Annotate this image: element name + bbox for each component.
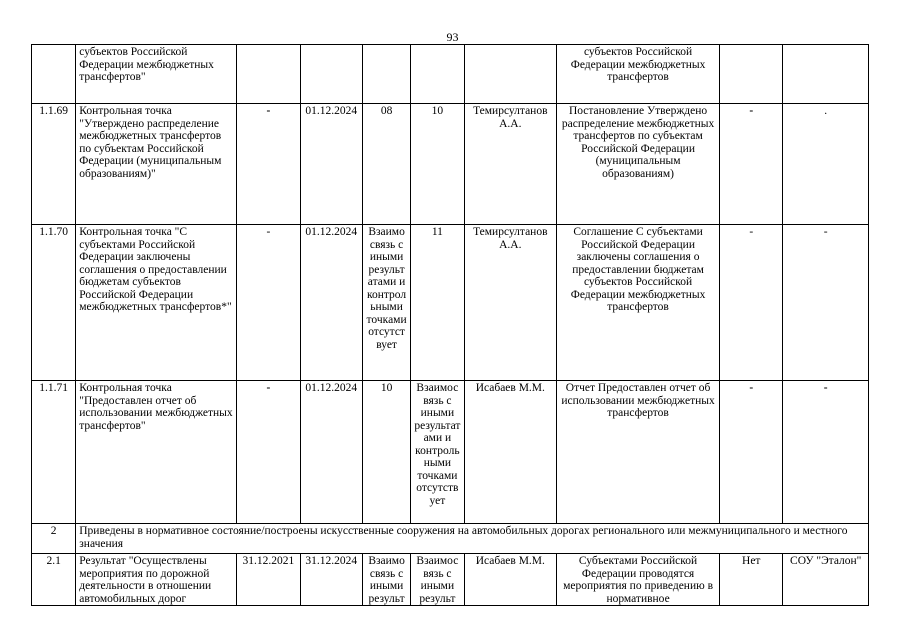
row-result: Отчет Предоставлен отчет об использовании межбюджетных трансфертов bbox=[557, 381, 720, 524]
row-name: Контрольная точка "Утверждено распределение межбюджетных трансфертов по субъектам Российской Федерации (муниципальным образованиям)" bbox=[76, 104, 237, 225]
row-responsible: Исабаев М.М. bbox=[464, 554, 557, 606]
row-start-date: - bbox=[237, 225, 300, 381]
row-result: Постановление Утверждено распределение межбюджетных трансфертов по субъектам Российской Федерации (муниципальным образованиям) bbox=[557, 104, 720, 225]
row-system: - bbox=[783, 381, 869, 524]
row-end-date: 31.12.2024 bbox=[300, 554, 362, 606]
section-row bbox=[32, 524, 869, 554]
row-info bbox=[720, 45, 783, 104]
row-predecessor bbox=[362, 45, 410, 104]
row-end-date bbox=[300, 45, 362, 104]
row-system: . bbox=[783, 104, 869, 225]
table-row bbox=[32, 45, 869, 104]
row-system: СОУ "Эталон" bbox=[783, 554, 869, 606]
section-number: 2 bbox=[32, 524, 76, 554]
row-name: Результат "Осуществлены мероприятия по дорожной деятельности в отношении автомобильных дорог bbox=[76, 554, 237, 606]
row-start-date: 31.12.2021 bbox=[237, 554, 300, 606]
table-row bbox=[32, 381, 869, 524]
row-successor bbox=[411, 45, 464, 104]
row-end-date: 01.12.2024 bbox=[300, 225, 362, 381]
row-name: субъектов Российской Федерации межбюджетных трансфертов" bbox=[76, 45, 237, 104]
row-number: 1.1.70 bbox=[32, 225, 76, 381]
row-start-date: - bbox=[237, 381, 300, 524]
row-info: - bbox=[720, 104, 783, 225]
row-successor: 10 bbox=[411, 104, 464, 225]
row-number bbox=[32, 45, 76, 104]
table-row bbox=[32, 225, 869, 381]
plan-table bbox=[31, 44, 869, 606]
row-end-date: 01.12.2024 bbox=[300, 104, 362, 225]
row-number: 1.1.69 bbox=[32, 104, 76, 225]
row-successor: 11 bbox=[411, 225, 464, 381]
row-number: 1.1.71 bbox=[32, 381, 76, 524]
row-end-date: 01.12.2024 bbox=[300, 381, 362, 524]
row-successor: Взаимосвязь с иными результ bbox=[411, 554, 464, 606]
row-responsible: Темирсултанов А.А. bbox=[464, 104, 557, 225]
row-start-date: - bbox=[237, 104, 300, 225]
row-system bbox=[783, 45, 869, 104]
row-responsible: Темирсултанов А.А. bbox=[464, 225, 557, 381]
row-predecessor: 10 bbox=[362, 381, 410, 524]
row-predecessor: Взаимосвязь с иными результатами и контрольными точками отсутствует bbox=[362, 225, 410, 381]
row-responsible bbox=[464, 45, 557, 104]
row-result: субъектов Российской Федерации межбюджетных трансфертов bbox=[557, 45, 720, 104]
section-title: Приведены в нормативное состояние/построены искусственные сооружения на автомобильных дорогах регионального или межмуниципального и местного значения bbox=[76, 524, 869, 554]
table-row bbox=[32, 554, 869, 606]
row-result: Соглашение С субъектами Российской Федерации заключены соглашения о предоставлении бюджетам субъектов Российской Федерации межбюджетных трансфертов bbox=[557, 225, 720, 381]
row-number: 2.1 bbox=[32, 554, 76, 606]
row-responsible: Исабаев М.М. bbox=[464, 381, 557, 524]
page-number: 93 bbox=[446, 30, 459, 44]
row-info: Нет bbox=[720, 554, 783, 606]
table-row bbox=[32, 104, 869, 225]
row-predecessor: 08 bbox=[362, 104, 410, 225]
row-result: Субъектами Российской Федерации проводятся мероприятия по приведению в нормативное bbox=[557, 554, 720, 606]
row-predecessor: Взаимосвязь с иными результ bbox=[362, 554, 410, 606]
row-name: Контрольная точка "С субъектами Российской Федерации заключены соглашения о предоставлении бюджетам субъектов Российской Федерации межбюджетных трансфертов*" bbox=[76, 225, 237, 381]
row-name: Контрольная точка "Предоставлен отчет об использовании межбюджетных трансфертов" bbox=[76, 381, 237, 524]
row-successor: Взаимосвязь с иными результатами и контрольными точками отсутствует bbox=[411, 381, 464, 524]
row-info: - bbox=[720, 225, 783, 381]
row-info: - bbox=[720, 381, 783, 524]
row-system: - bbox=[783, 225, 869, 381]
row-start-date bbox=[237, 45, 300, 104]
